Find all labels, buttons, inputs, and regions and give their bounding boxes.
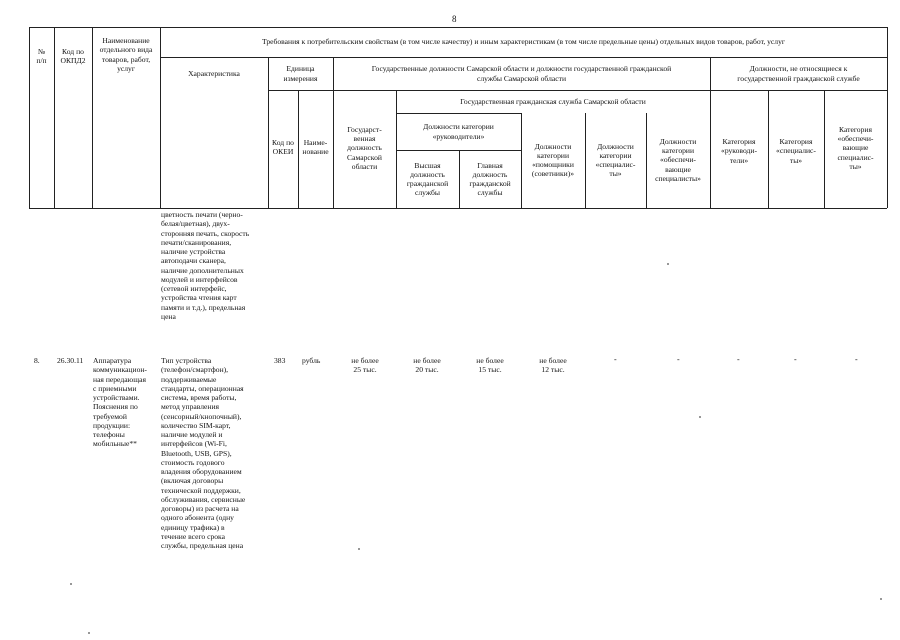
header-gov-positions: Государственные должности Самарской области и должности государственной гражданской службы Самарской области (371, 64, 672, 83)
row-specialists-value: - (614, 355, 617, 364)
header-cat-support: Категория «обеспечи- вающие специалис- ты» (837, 124, 874, 171)
row-okpd: 26.30.11 (57, 356, 84, 365)
page-number: 8 (452, 14, 457, 24)
row-cat-managers-value: - (737, 355, 740, 364)
row-support-value: - (677, 355, 680, 364)
scan-speck (667, 263, 669, 265)
row-gov-position-value: не более 25 тыс. (351, 356, 379, 375)
row-unit-name: рубль (302, 356, 321, 365)
header-cat-specialists: Категория «специалис- ты» (776, 137, 816, 165)
header-main: Главная должность гражданской службы (469, 160, 511, 198)
header-gov-position-samara: Государст- венная должность Самарской области (347, 124, 382, 171)
scan-speck (70, 583, 72, 585)
header-cat-managers: Категория «руководи- тели» (721, 137, 757, 165)
header-num: № п/п (36, 47, 47, 66)
header-managers-category: Должности категории «руководители» (423, 122, 494, 141)
header-unit-name: Наиме- нование (302, 137, 329, 156)
row-main-value: не более 15 тыс. (476, 356, 504, 375)
header-requirements: Требования к потребительским свойствам (в том числе качеству) и иным характеристикам (в том числе предельные цены) отдельных видов товаров, работ, услуг (261, 37, 786, 47)
row-cat-support-value: - (855, 355, 858, 364)
row-name: Аппаратура коммуникацион- ная передающая с приемными устройствами. Пояснения по требуемой продукции: телефоны мобильные** (93, 356, 147, 449)
scan-speck (699, 416, 701, 418)
continuation-characteristic: цветность печати (черно- белая/цветная), двух- сторонняя печать, скорость печати/сканирования, наличие устройства автоподачи сканера, наличие дополнительных модулей и интерфейсов (сетевой интерфейс, устройства чтения карт памяти и т.д.), предельная цена (161, 210, 250, 321)
row-highest-value: не более 20 тыс. (413, 356, 441, 375)
header-name: Наименование отдельного вида товаров, работ, услуг (99, 36, 153, 73)
scan-speck (88, 632, 90, 634)
header-unit-code: Код по ОКЕИ (272, 137, 294, 156)
header-civil-service: Государственная гражданская служба Самарской области (460, 96, 646, 106)
scan-speck (358, 548, 360, 550)
header-non-gov-positions: Должности, не относящиеся к государственной гражданской службе (737, 64, 860, 83)
header-unit: Единица измерения (283, 64, 318, 83)
header-specialists: Должности категории «специалис- ты» (595, 141, 636, 179)
row-num: 8. (34, 356, 40, 365)
header-characteristic: Характеристика (188, 69, 240, 78)
row-characteristic: Тип устройства (телефон/смартфон), поддерживаемые стандарты, операционная система, время работы, метод управления (сенсорный/кнопочный), количество SIM-карт, наличие модулей и интерфейсов (Wi-Fi, Bluetooth, USB, GPS), стоимость годового владения оборудованием (включая договоры технической поддержки, обслуживания, сервисные договоры) из расчета на одного абонента (одну единицу трафика) в течение всего срока службы, предельная цена (161, 356, 246, 550)
header-assistants: Должности категории «помощники (советники)» (531, 141, 575, 179)
row-okei: 383 (274, 356, 286, 365)
header-support: Должности категории «обеспечи- вающие специалисты» (655, 136, 701, 183)
row-assistants-value: не более 12 тыс. (539, 356, 567, 375)
header-highest: Высшая должность гражданской службы (406, 160, 449, 198)
header-okpd: Код по ОКПД2 (60, 47, 86, 66)
scan-speck (880, 598, 882, 600)
row-cat-specialists-value: - (794, 355, 797, 364)
